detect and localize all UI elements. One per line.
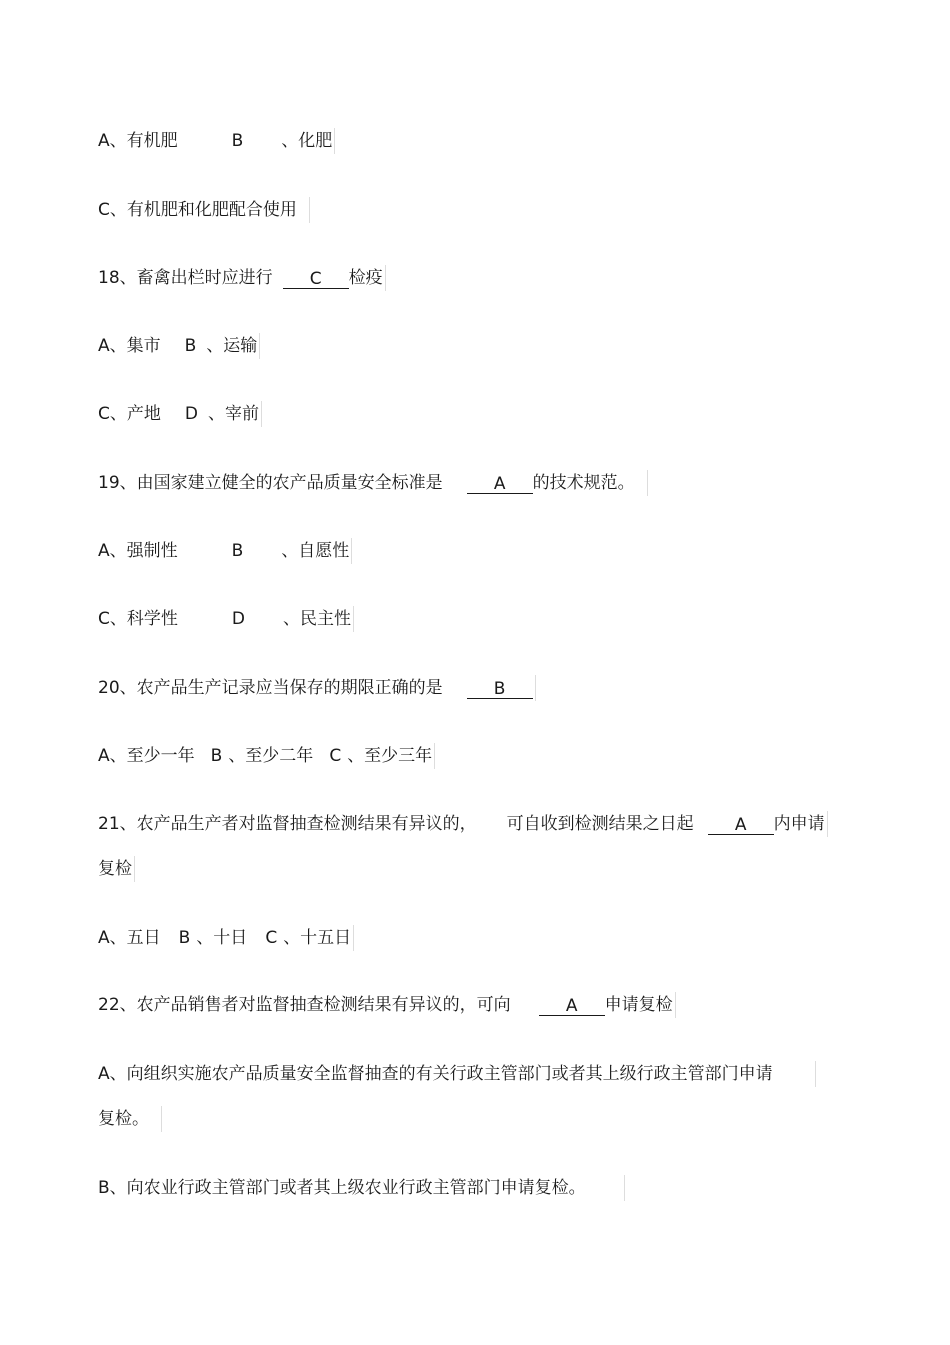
option-text: A、至少一年 — [98, 746, 195, 766]
question-line — [98, 265, 386, 291]
question-text: 18、畜禽出栏时应进行 — [98, 268, 273, 288]
question-text: 内申请 — [773, 814, 825, 834]
option-text: A、向组织实施农产品质量安全监督抽查的有关行政主管部门或者其上级行政主管部门申请 — [98, 1064, 773, 1084]
question-line — [98, 675, 536, 701]
option-text: C、产地 — [98, 404, 161, 424]
option-text: 、十五日 — [283, 928, 352, 948]
option-text: A、五日 — [98, 928, 161, 948]
option-text: C、有机肥和化肥配合使用 — [98, 200, 297, 220]
option-letter: D — [231, 609, 245, 629]
question-text: 复检 — [98, 859, 132, 879]
option-letter: C — [329, 746, 342, 766]
option-letter: B — [178, 928, 191, 948]
option-line — [98, 606, 354, 632]
option-text: 、民主性 — [282, 609, 351, 629]
question-text: 22、农产品销售者对监督抽查检测结果有异议的，可向 — [98, 995, 511, 1015]
answer-blank: A — [467, 473, 533, 494]
question-continuation — [98, 856, 135, 882]
question-text: 申请复检 — [604, 995, 673, 1015]
question-text: 19、由国家建立健全的农产品质量安全标准是 — [98, 473, 443, 493]
option-text: 、运输 — [206, 336, 258, 356]
option-text: C、科学性 — [98, 609, 178, 629]
option-line — [98, 197, 310, 223]
option-letter: B — [231, 131, 244, 151]
answer-blank: B — [467, 678, 533, 699]
option-text: 、自愿性 — [281, 541, 350, 561]
answer-blank: A — [708, 814, 774, 835]
answer-blank: C — [283, 268, 349, 289]
option-line — [98, 925, 354, 951]
option-text: A、集市 — [98, 336, 161, 356]
question-text: 21、农产品生产者对监督抽查检测结果有异议的， — [98, 814, 477, 834]
option-letter: B — [210, 746, 223, 766]
question-text: 20、农产品生产记录应当保存的期限正确的是 — [98, 678, 443, 698]
option-continuation — [98, 1106, 162, 1132]
question-line — [98, 992, 676, 1018]
option-letter: D — [184, 404, 198, 424]
option-line — [98, 1061, 816, 1087]
option-text: A、强制性 — [98, 541, 178, 561]
option-text: 、十日 — [196, 928, 248, 948]
question-line — [98, 470, 648, 496]
option-text: B、向农业行政主管部门或者其上级农业行政主管部门申请复检。 — [98, 1178, 586, 1198]
option-line — [98, 128, 335, 154]
option-letter: B — [184, 336, 197, 356]
option-letter: C — [265, 928, 278, 948]
option-text: 复检。 — [98, 1109, 149, 1129]
question-text: 的技术规范。 — [532, 473, 635, 493]
option-text: 、化肥 — [281, 131, 333, 151]
option-letter: B — [231, 541, 244, 561]
option-text: 、至少二年 — [228, 746, 314, 766]
answer-blank: A — [539, 995, 605, 1016]
option-line — [98, 401, 262, 427]
option-line — [98, 1175, 625, 1201]
option-text: A、有机肥 — [98, 131, 178, 151]
option-line — [98, 743, 435, 769]
question-text: 可自收到检测结果之日起 — [506, 814, 694, 834]
question-text: 检疫 — [348, 268, 383, 288]
question-line — [98, 811, 828, 837]
option-line — [98, 538, 352, 564]
option-line — [98, 333, 260, 359]
option-text: 、宰前 — [207, 404, 259, 424]
option-text: 、至少三年 — [347, 746, 433, 766]
